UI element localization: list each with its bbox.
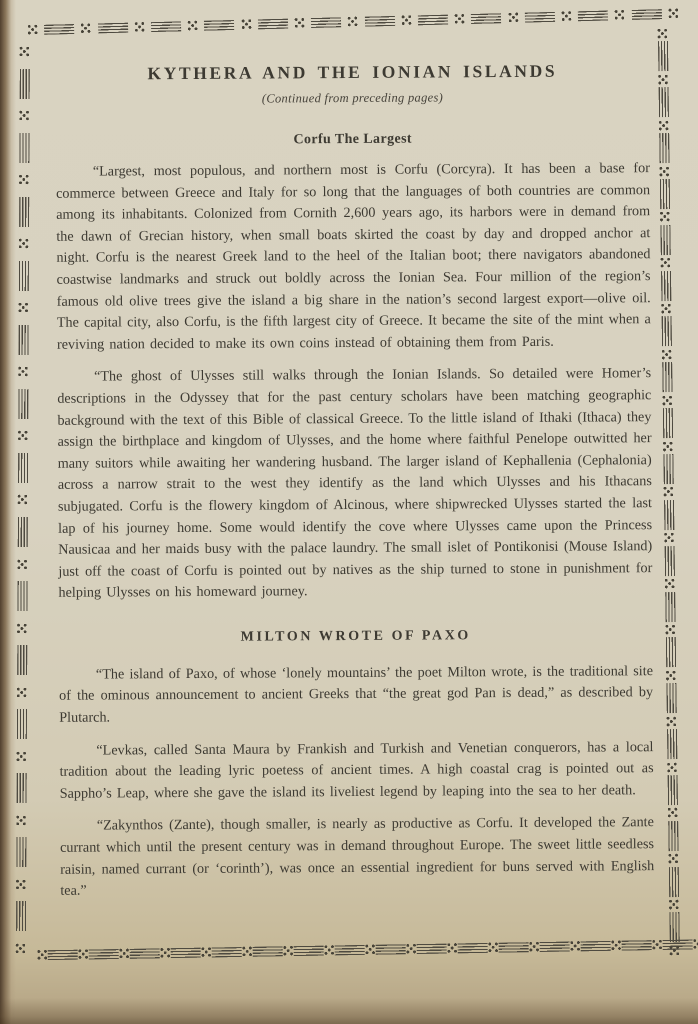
dots-ornament-icon [187,20,198,31]
dots-ornament-icon [15,879,26,890]
dots-ornament-icon [347,16,358,27]
dots-ornament-icon [18,174,29,185]
lines-ornament-icon [660,271,670,301]
lines-ornament-icon [666,729,676,759]
lines-ornament-icon [665,592,675,622]
lines-ornament-icon [17,453,27,483]
lines-ornament-icon [171,947,201,957]
lines-ornament-icon [668,867,678,897]
dots-ornament-icon [201,946,212,957]
lines-ornament-icon [666,683,676,713]
dots-ornament-icon [17,494,28,505]
lines-ornament-icon [294,945,324,955]
ornamental-border-top [27,8,679,35]
lines-ornament-icon [89,949,119,959]
lines-ornament-icon [18,325,28,355]
lines-ornament-icon [622,940,652,950]
lines-ornament-icon [458,942,488,952]
lines-ornament-icon [18,389,28,419]
dots-ornament-icon [652,939,663,950]
lines-ornament-icon [659,179,669,209]
dots-ornament-icon [283,945,294,956]
lines-ornament-icon [17,517,27,547]
dots-ornament-icon [242,946,253,957]
lines-ornament-icon [16,709,26,739]
lines-ornament-icon [151,21,181,32]
lines-ornament-icon [253,946,283,956]
dots-ornament-icon [663,486,674,497]
dots-ornament-icon [454,13,465,24]
dots-ornament-icon [669,945,680,956]
lines-ornament-icon [19,197,29,227]
lines-ornament-icon [668,821,678,851]
lines-ornament-icon [660,225,670,255]
dots-ornament-icon [17,430,28,441]
lines-ornament-icon [44,24,74,35]
dots-ornament-icon [401,14,412,25]
lines-ornament-icon [19,133,29,163]
lines-ornament-icon [661,316,671,346]
dots-ornament-icon [16,623,27,634]
dots-ornament-icon [658,120,669,131]
lines-ornament-icon [417,943,447,953]
dots-ornament-icon [119,948,130,959]
dots-ornament-icon [659,211,670,222]
lines-ornament-icon [659,133,669,163]
continuation-note: (Continued from preceding pages) [261,90,444,106]
page-title: KYTHERA AND THE IONIAN ISLANDS [147,60,558,84]
paragraph-corfu-2: “The ghost of Ulysses still walks through the Ionian Islands. So detailed were Homer’s descriptions in the Odyssey that for the past century scholars have been matching geographic background with the text of this Bible of classical Greece. To the little island of Ithaki (Ithaca) they assign the birthplace and kingdom of Ulysses, and the home where faithful Penelope outwitted her many suitors while awaiting her wandering husband. The larger island of Kephallenia (Cephalonia) across a narrow strait to the west they identify as the land which Ulysses and his Ithacans subjugated. Corfu is the flowery kingdom of Alcinous, where shipwrecked Ulysses started the last lap of his journey home. Some would identify the cove where Ulysses came upon the Princess Nausicaa and her maids busy with the palace laundry. The small islet of Pontikonisi (Mouse Island) just off the coast of Corfu is pointed out by natives as the ship turned to stone in punishment for helping Ulysses on his homeward journey. [57,365,653,602]
lines-ornament-icon [204,19,234,30]
lines-ornament-icon [657,41,667,71]
dots-ornament-icon [78,948,89,959]
dots-ornament-icon [19,46,30,57]
dots-ornament-icon [488,942,499,953]
dots-ornament-icon [614,9,625,20]
dots-ornament-icon [665,624,676,635]
dots-ornament-icon [27,24,38,35]
lines-ornament-icon [662,362,672,392]
dots-ornament-icon [241,19,252,30]
dots-ornament-icon [365,944,376,955]
dots-ornament-icon [661,349,672,360]
lines-ornament-icon [663,500,673,530]
lines-ornament-icon [471,13,501,24]
lines-ornament-icon [258,18,288,29]
lines-ornament-icon [16,773,26,803]
dots-ornament-icon [15,943,26,954]
dots-ornament-icon [659,166,670,177]
lines-ornament-icon [16,901,26,931]
lines-ornament-icon [212,946,242,956]
dots-ornament-icon [664,578,675,589]
paragraph-levkas: “Levkas, called Santa Maura by Frankish and Turkish and Venetian conquerors, has a local tradition about the leading lyric poetess of ancient times. A high coastal crag is pointed out as Sappho’s Leap, where she gave the island its liveliest legend by leaping into the sea to her death. [59,738,654,802]
lines-ornament-icon [667,775,677,805]
dots-ornament-icon [668,853,679,864]
lines-ornament-icon [335,944,365,954]
lines-ornament-icon [662,408,672,438]
paragraph-zakynthos: “Zakynthos (Zante), though smaller, is nearly as productive as Corfu. It developed the Zante currant which until the present century was in demand throughout Europe. The sweet little seedless raisin, named currant (or ‘corinth’), was once an essential ingredient for buns served with English tea.” [59,814,655,899]
lines-ornament-icon [17,645,27,675]
dots-ornament-icon [529,941,540,952]
dots-ornament-icon [660,303,671,314]
dots-ornament-icon [657,28,668,39]
dots-ornament-icon [507,12,518,23]
dots-ornament-icon [668,8,679,19]
lines-ornament-icon [669,912,679,942]
lines-ornament-icon [578,10,608,21]
lines-ornament-icon [525,11,555,22]
paragraph-paxo: “The island of Paxo, of whose ‘lonely mountains’ the poet Milton wrote, is the traditional site of the ominous announcement to ancient Greeks that “the great god Pan is dead,” as described by Plutarch. [59,663,654,726]
paragraph-corfu-1: “Largest, most populous, and northern most is Corfu (Corcyra). It has been a base for commerce between Greece and Italy for so long that the languages of both countries are common among its inhabitants. Colonized from Cornith 2,600 years ago, its harbors were in demand from the dawn of Grecian history, when small boats skirted the coast by day and dropped anchor at night. Corfu is the nearest Greek land to the heel of the Italian boot; there navigators abandoned coastwise landmarks and struck out boldly across the Ionian Sea. Four million of the region’s famous old olive trees give the island a big share in the nation’s second largest export—olive oil. The capital city, also Corfu, is the fifth largest city of Greece. It became the site of the mint when a reviving nation decided to make its own coins instead of obtaining them from Paris. [55,160,651,353]
lines-ornament-icon [16,837,26,867]
lines-ornament-icon [311,17,341,28]
lines-ornament-icon [418,14,448,25]
dots-ornament-icon [16,687,27,698]
lines-ornament-icon [18,261,28,291]
dots-ornament-icon [406,943,417,954]
dots-ornament-icon [18,238,29,249]
ornamental-border-bottom [37,938,695,960]
section-heading-milton: MILTON WROTE OF PAXO [240,628,471,645]
page-content [55,60,654,902]
dots-ornament-icon [611,940,622,951]
lines-ornament-icon [631,9,661,20]
lines-ornament-icon [365,15,395,26]
lines-ornament-icon [48,949,78,959]
dots-ornament-icon [447,942,458,953]
dots-ornament-icon [570,940,581,951]
ornamental-border-right [657,28,680,956]
dots-ornament-icon [662,395,673,406]
dots-ornament-icon [18,302,29,313]
lines-ornament-icon [98,22,128,33]
lines-ornament-icon [376,944,406,954]
lines-ornament-icon [664,546,674,576]
lines-ornament-icon [17,581,27,611]
dots-ornament-icon [17,558,28,569]
dots-ornament-icon [667,807,678,818]
dots-ornament-icon [657,74,668,85]
lines-ornament-icon [499,942,529,952]
dots-ornament-icon [37,949,48,960]
dots-ornament-icon [663,532,674,543]
lines-ornament-icon [658,87,668,117]
dots-ornament-icon [693,938,698,949]
dots-ornament-icon [19,110,30,121]
dots-ornament-icon [666,761,677,772]
dots-ornament-icon [561,10,572,21]
dots-ornament-icon [665,670,676,681]
lines-ornament-icon [19,69,29,99]
ornamental-border-left [15,46,30,954]
lines-ornament-icon [665,637,675,667]
section-heading-corfu: Corfu The Largest [293,131,413,148]
lines-ornament-icon [663,454,673,484]
lines-ornament-icon [581,940,611,950]
lines-ornament-icon [540,941,570,951]
dots-ornament-icon [80,23,91,34]
dots-ornament-icon [660,257,671,268]
dots-ornament-icon [668,899,679,910]
dots-ornament-icon [16,751,27,762]
lines-ornament-icon [130,948,160,958]
dots-ornament-icon [17,366,28,377]
dots-ornament-icon [160,947,171,958]
dots-ornament-icon [662,441,673,452]
dots-ornament-icon [294,17,305,28]
dots-ornament-icon [666,716,677,727]
dots-ornament-icon [15,815,26,826]
dots-ornament-icon [134,21,145,32]
dots-ornament-icon [324,944,335,955]
